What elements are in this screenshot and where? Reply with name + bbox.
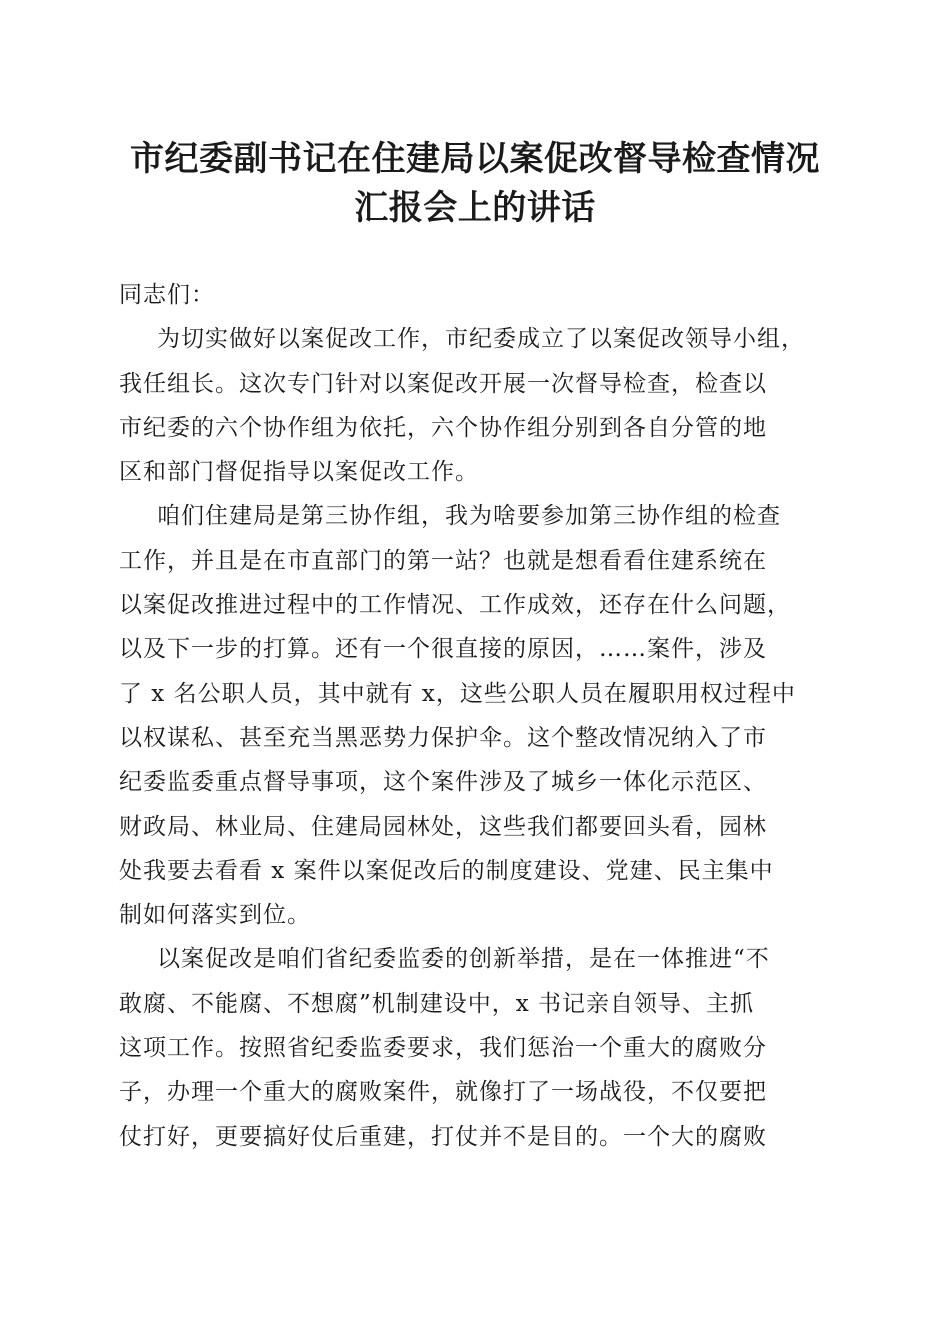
paragraph-line: 为切实做好以案促改工作，市纪委成立了以案促改领导小组， <box>157 326 805 353</box>
paragraph-line: 工作，并且是在市直部门的第一站？也就是想看看住建系统在 <box>119 547 767 574</box>
document-title-line-2: 汇报会上的讲话 <box>354 188 596 228</box>
salutation: 同志们： <box>119 282 215 308</box>
paragraph-line: 以及下一步的打算。还有一个很直接的原因，……案件，涉及 <box>119 636 767 663</box>
paragraph-line: 了 x 名公职人员，其中就有 x，这些公职人员在履职用权过程中 <box>119 680 796 707</box>
paragraph-1 <box>119 317 835 494</box>
document-body <box>119 273 835 1159</box>
paragraph-line: 以案促改推进过程中的工作情况、工作成效，还存在什么问题， <box>119 592 791 619</box>
document-title-line-1: 市纪委副书记在住建局以案促改督导检查情况 <box>130 139 820 179</box>
paragraph-line: 子，办理一个重大的腐败案件，就像打了一场战役，不仅要把 <box>119 1079 767 1106</box>
paragraph-line: 财政局、林业局、住建局园林处，这些我们都要回头看，园林 <box>119 813 767 840</box>
paragraph-line: 咱们住建局是第三协作组，我为啥要参加第三协作组的检查 <box>157 503 781 530</box>
paragraph-line: 区和部门督促指导以案促改工作。 <box>119 459 479 486</box>
paragraph-line: 纪委监委重点督导事项，这个案件涉及了城乡一体化示范区、 <box>119 769 767 796</box>
paragraph-2 <box>119 494 835 937</box>
paragraph-line: 以权谋私、甚至充当黑恶势力保护伞。这个整改情况纳入了市 <box>119 724 767 751</box>
paragraph-line: 这项工作。按照省纪委监委要求，我们惩治一个重大的腐败分 <box>119 1035 767 1062</box>
paragraph-3 <box>119 937 835 1158</box>
paragraph-line: 仗打好，更要搞好仗后重建，打仗并不是目的。一个大的腐败 <box>119 1123 767 1150</box>
paragraph-line: 市纪委的六个协作组为依托，六个协作组分别到各自分管的地 <box>119 414 767 441</box>
paragraph-line: 处我要去看看 x 案件以案促改后的制度建设、党建、民主集中 <box>119 857 774 884</box>
paragraph-line: 以案促改是咱们省纪委监委的创新举措，是在一体推进“不 <box>157 946 770 973</box>
paragraph-line: 我任组长。这次专门针对以案促改开展一次督导检查，检查以 <box>119 370 767 397</box>
paragraph-line: 敢腐、不能腐、不想腐”机制建设中，x 书记亲自领导、主抓 <box>119 990 755 1017</box>
paragraph-line: 制如何落实到位。 <box>119 902 311 929</box>
